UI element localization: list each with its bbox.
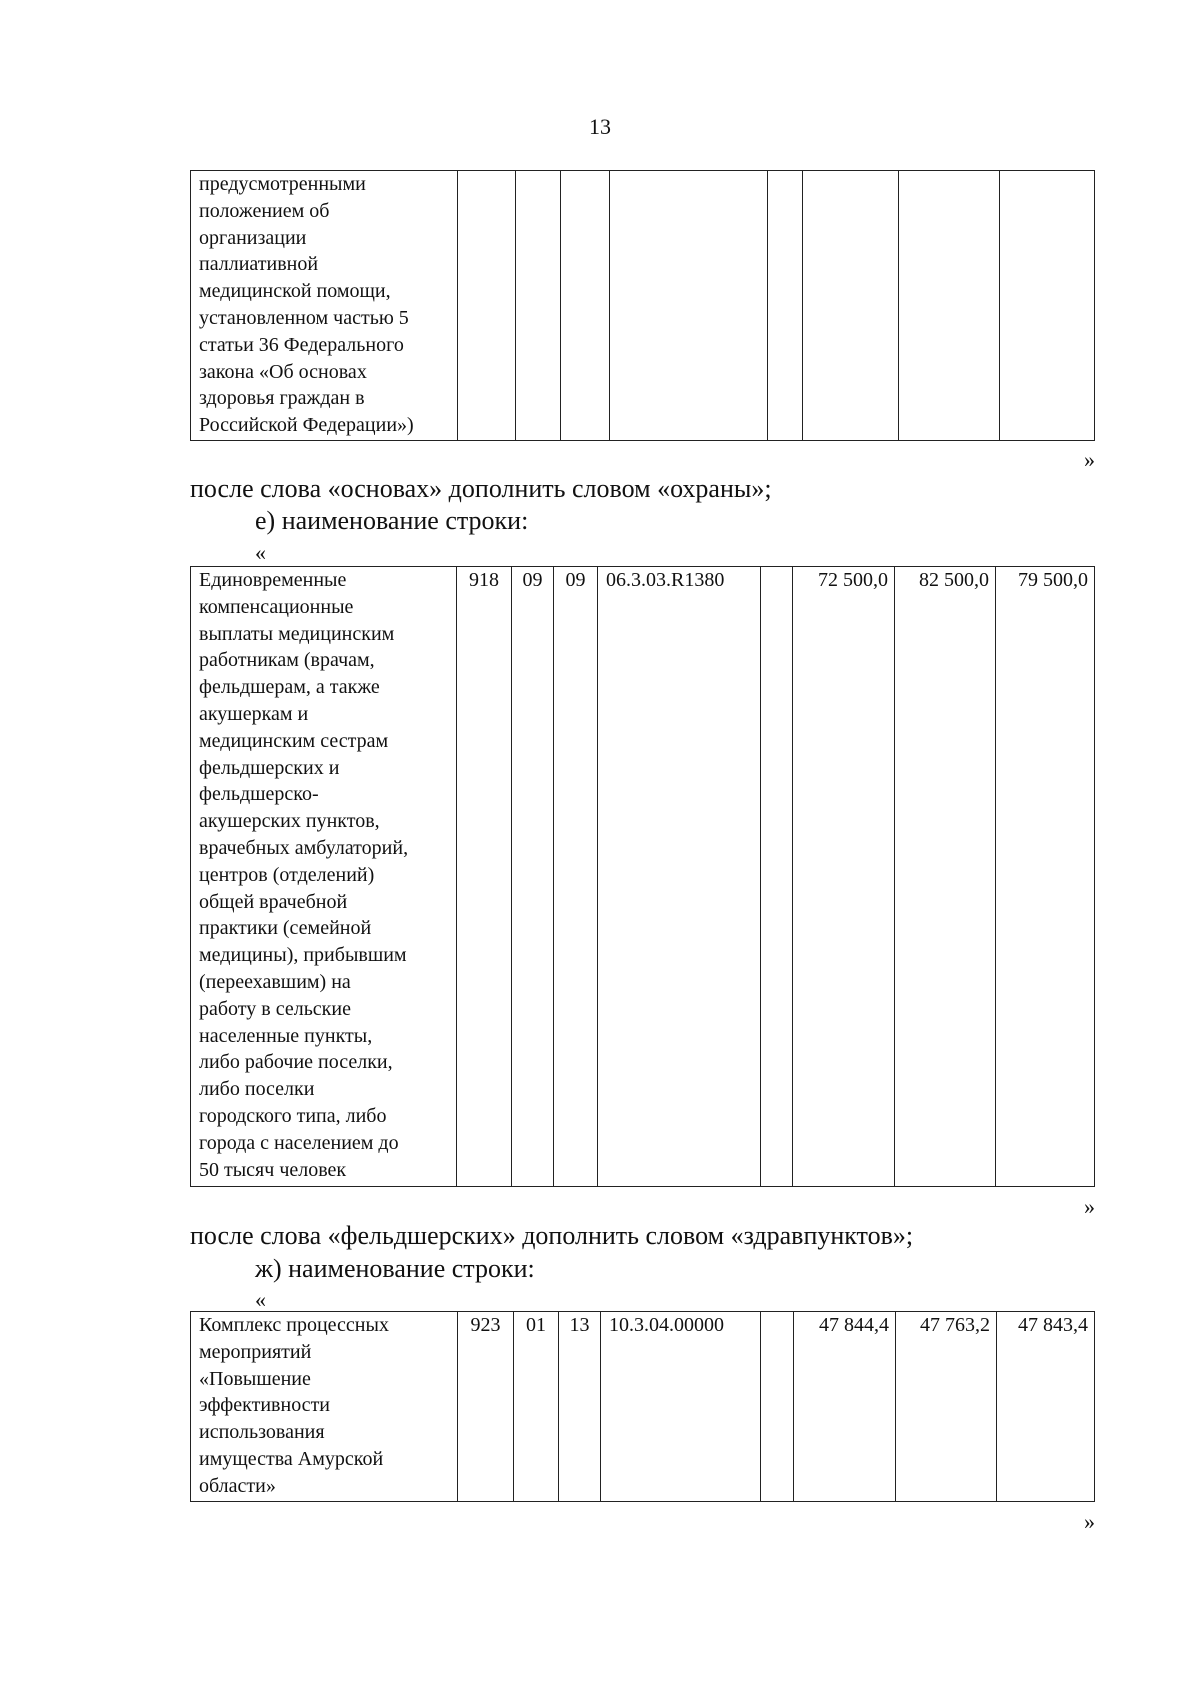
name-line: общей врачебной — [199, 890, 348, 913]
table-3 — [190, 1311, 1095, 1502]
name-line: медицины), прибывшим — [199, 944, 407, 967]
table-row — [191, 1312, 1095, 1502]
row-name-cell — [191, 567, 457, 1187]
name-line: либо рабочие поселки, — [199, 1051, 393, 1074]
empty-cell — [610, 171, 768, 441]
name-line: компенсационные — [199, 595, 354, 618]
name-line: организации — [199, 226, 307, 249]
subsection-code: 09 — [554, 567, 598, 1187]
empty-cell — [1000, 171, 1095, 441]
closing-quote-2: » — [1084, 1194, 1095, 1219]
table-2 — [190, 566, 1095, 1187]
name-line: практики (семейной — [199, 917, 372, 940]
name-line: (переехавшим) на — [199, 970, 351, 993]
ministry-code: 923 — [458, 1312, 514, 1502]
name-line: работникам (врачам, — [199, 649, 375, 672]
name-line: Комплекс процессных — [199, 1314, 389, 1336]
ministry-code: 918 — [457, 567, 512, 1187]
value-year-1: 72 500,0 — [793, 567, 895, 1187]
empty-cell — [803, 171, 899, 441]
name-line: установленном частью 5 — [199, 306, 409, 329]
name-line: города с населением до — [199, 1131, 399, 1154]
name-line: положением об — [199, 199, 330, 222]
empty-cell — [768, 171, 803, 441]
subsection-code: 13 — [559, 1312, 601, 1502]
table-1-continuation — [190, 170, 1095, 441]
table-row — [191, 567, 1095, 1187]
name-line: «Повышение — [199, 1367, 311, 1390]
section-code: 01 — [514, 1312, 559, 1502]
value-year-3: 79 500,0 — [996, 567, 1095, 1187]
instruction-2: после слова «фельдшерских» дополнить словом «здравпунктов»; — [190, 1221, 914, 1250]
closing-quote-1: » — [1084, 447, 1095, 472]
target-article-code: 10.3.04.00000 — [601, 1312, 761, 1502]
closing-quote-3: » — [1084, 1509, 1095, 1534]
name-line: центров (отделений) — [199, 863, 375, 886]
value-year-2: 47 763,2 — [896, 1312, 997, 1502]
name-line: акушеркам и — [199, 702, 309, 725]
name-line: выплаты медицинским — [199, 622, 395, 645]
name-line: имущества Амурской — [199, 1447, 384, 1470]
name-line: использования — [199, 1421, 325, 1444]
name-line: работу в сельские — [199, 997, 351, 1020]
instruction-1: после слова «основах» дополнить словом «охраны»; — [190, 474, 772, 503]
section-code: 09 — [512, 567, 554, 1187]
name-line: эффективности — [199, 1394, 331, 1417]
empty-cell — [516, 171, 561, 441]
heading-e: е) наименование строки: — [255, 506, 529, 535]
value-year-3: 47 843,4 — [997, 1312, 1095, 1502]
name-line: предусмотренными — [199, 173, 366, 195]
name-line: паллиативной — [199, 253, 319, 276]
name-line: фельдшерско- — [199, 783, 319, 806]
row-name-cell — [191, 1312, 458, 1502]
row-name-cell — [191, 171, 458, 441]
name-line: городского типа, либо — [199, 1104, 387, 1127]
name-line: здоровья граждан в — [199, 387, 365, 410]
opening-quote-3: « — [255, 1287, 266, 1312]
name-line: закона «Об основах — [199, 360, 367, 383]
name-line: медицинским сестрам — [199, 729, 389, 752]
name-line: населенные пункты, — [199, 1024, 373, 1047]
name-line: Российской Федерации») — [199, 414, 414, 437]
name-line: фельдшерам, а также — [199, 676, 380, 699]
value-year-1: 47 844,4 — [794, 1312, 896, 1502]
value-year-2: 82 500,0 — [895, 567, 996, 1187]
empty-cell — [899, 171, 1000, 441]
table-row — [191, 171, 1095, 441]
empty-cell — [561, 171, 610, 441]
opening-quote-2: « — [255, 540, 266, 565]
empty-cell — [458, 171, 516, 441]
name-line: Единовременные — [199, 569, 347, 591]
heading-zh: ж) наименование строки: — [255, 1254, 535, 1283]
page-number: 13 — [589, 114, 611, 139]
name-line: 50 тысяч человек — [199, 1158, 347, 1181]
expense-type-code — [761, 1312, 794, 1502]
name-line: мероприятий — [199, 1340, 312, 1363]
name-line: фельдшерских и — [199, 756, 340, 779]
name-line: либо поселки — [199, 1078, 315, 1101]
target-article-code: 06.3.03.R1380 — [598, 567, 761, 1187]
name-line: медицинской помощи, — [199, 280, 391, 303]
name-line: врачебных амбулаторий, — [199, 836, 409, 859]
name-line: области» — [199, 1474, 276, 1497]
expense-type-code — [761, 567, 793, 1187]
name-line: статьи 36 Федерального — [199, 333, 404, 356]
name-line: акушерских пунктов, — [199, 810, 380, 833]
